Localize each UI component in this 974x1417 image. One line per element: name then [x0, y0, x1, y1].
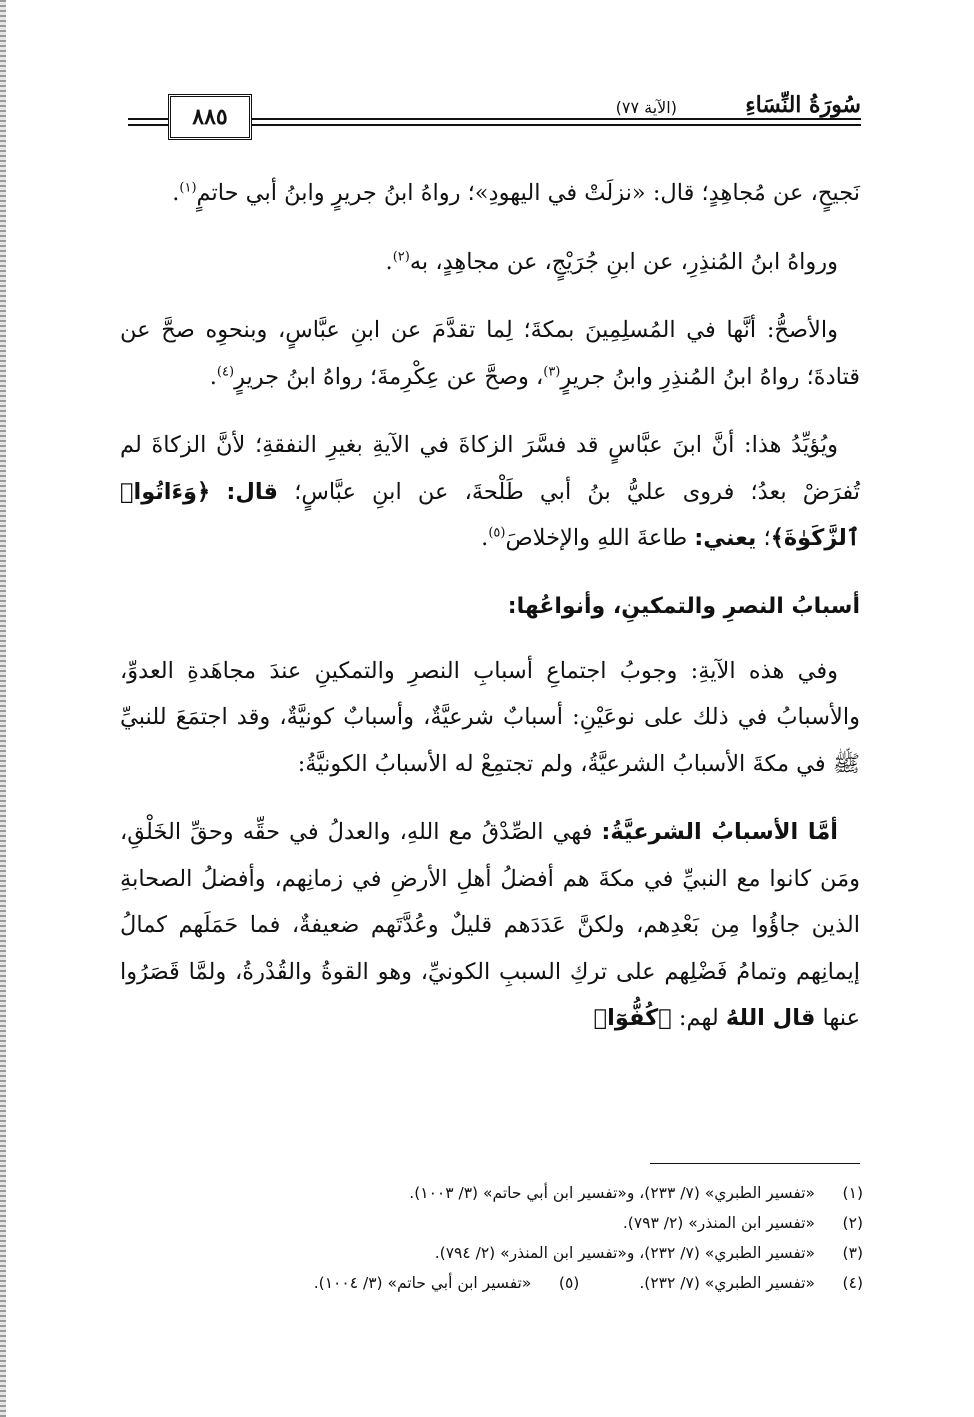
- footnote-5-text: «تفسير ابن أبي حاتم» (٣/ ١٠٠٤).: [313, 1274, 532, 1292]
- paragraph-1: نَجيحٍ، عن مُجاهِدٍ؛ قال: «نزلَتْ في اليهودِ»؛ رواهُ ابنُ جريرٍ وابنُ أبي حاتمٍ$^{(١)}$.: [172, 180, 860, 206]
- paragraph-3: والأصحُّ: أنَّها في المُسلِمِينَ بمكةَ؛ لِما تقدَّمَ عن ابنِ عبَّاسٍ، وبنحوِه صحَّ عن قتادةَ؛ رواهُ ابنُ المُنذِرِ وابنُ جريرٍ$^{(٣)}$، وصحَّ عن عِكْرِمةَ؛ رواهُ ابنُ جريرٍ$^{(٤)}$.: [120, 317, 860, 390]
- quran-verse-kuffu: ﴿كُفُّوٓا۟: [593, 1005, 672, 1031]
- footnotes: [110, 1178, 863, 1298]
- footnote-ref-3: (٣): [543, 364, 561, 379]
- footnote-5: [314, 1268, 580, 1298]
- footnote-3-text: «تفسير الطبري» (٧/ ٢٣٢)، و«تفسير ابن المنذر» (٢/ ٧٩٤).: [434, 1244, 815, 1262]
- scan-edge: [0, 0, 6, 1417]
- footnote-3-number: (٣): [842, 1244, 863, 1262]
- footnote-2-number: (٢): [842, 1214, 863, 1232]
- footnote-ref-2: (٢): [392, 249, 410, 264]
- paragraph-4-text-b: طاعةَ اللهِ والإخلاصَ: [505, 525, 688, 551]
- section-heading: أسبابُ النصرِ والتمكينِ، وأنواعُها:: [507, 593, 860, 619]
- paragraph-1-text: نَجيحٍ، عن مُجاهِدٍ؛ قال: «نزلَتْ في اليهودِ»؛ رواهُ ابنُ جريرٍ وابنُ أبي حاتمٍ: [196, 180, 860, 206]
- footnote-4: [639, 1268, 863, 1298]
- footnote-4-number: (٤): [842, 1274, 863, 1292]
- paragraph-6-text-b: لهم:: [678, 1005, 719, 1031]
- yani-bold: يعني:: [694, 525, 757, 551]
- footnote-divider: [650, 1163, 860, 1164]
- footnote-1-text: «تفسير الطبري» (٧/ ٢٣٣)، و«تفسير ابن أبي حاتم» (٣/ ١٠٠٣).: [409, 1184, 815, 1202]
- quran-verse-zakah: ﴿وَءَاتُوا۟ ٱلزَّكَوٰةَ﴾: [120, 478, 860, 551]
- paragraph-3-text-a: والأصحُّ: أنَّها في المُسلِمِينَ بمكةَ؛ لِما تقدَّمَ عن ابنِ عبَّاسٍ، وبنحوِه صحَّ عن قتادةَ؛ رواهُ ابنُ المُنذِرِ وابنُ جريرٍ: [120, 317, 860, 390]
- footnote-ref-1: (١): [179, 180, 197, 196]
- qala-allah-bold: قال اللهُ: [725, 1005, 816, 1031]
- qala-bold: قال:: [226, 478, 279, 505]
- footnote-row-4-5: [110, 1268, 863, 1298]
- footnote-2-text: «تفسير ابن المنذر» (٢/ ٧٩٣).: [622, 1214, 815, 1232]
- paragraph-4: ويُؤيِّدُ هذا: أنَّ ابنَ عبَّاسٍ قد فسَّرَ الزكاةَ في الآيةِ بغيرِ النفقةِ؛ لأنَّ الزكاةَ لم تُفرَضْ بعدُ؛ فروى عليُّ بنُ أبي طَلْحةَ، عن ابنِ عبَّاسٍ؛ قال: ﴿وَءَاتُوا۟ ٱلزَّكَوٰةَ﴾؛ يعني: طاعةَ اللهِ والإخلاصَ$^{(٥)}$.: [120, 432, 861, 551]
- footnote-ref-4: (٤): [216, 364, 235, 379]
- ayah-label: (الآية ٧٧): [610, 98, 683, 117]
- paragraph-2-text: ورواهُ ابنُ المُنذِرِ، عن ابنِ جُرَيْجٍ، عن مجاهِدٍ، به: [409, 248, 838, 275]
- footnote-4-text: «تفسير الطبري» (٧/ ٢٣٢).: [639, 1274, 815, 1292]
- page-header: [128, 92, 861, 142]
- footnote-2: [110, 1208, 863, 1238]
- paragraph-6: [120, 809, 860, 1042]
- footnote-ref-5: (٥): [488, 525, 506, 541]
- paragraph-2: ورواهُ ابنُ المُنذِرِ، عن ابنِ جُرَيْجٍ، عن مجاهِدٍ، به$^{(٢)}$.: [385, 248, 838, 275]
- paragraph-6-lead: أمَّا الأسبابُ الشرعيَّةُ:: [601, 819, 838, 845]
- footnote-1: [110, 1178, 863, 1208]
- paragraph-6-text-a: فهي الصِّدْقُ مع اللهِ، والعدلُ في حقِّه وحقِّ الخَلْقِ، ومَن كانوا مع النبيِّ في مكةَ هم أفضلُ أهلِ الأرضِ في زمانِهم، وأفضلُ الصحابةِ الذين جاؤُوا مِن بَعْدِهم، ولكنَّ عَدَدَهم قليلٌ وعُدَّتَهم ضعيفةٌ، فما حَمَلَهم كمالُ إيمانِهم وتمامُ فَضْلِهم على تركِ السببِ الكونيِّ، وهو القوةُ والقُدْرةُ، ولمَّا قَصَرُوا عنها: [120, 819, 860, 1031]
- footnote-5-number: (٥): [558, 1274, 580, 1292]
- paragraph-5: وفي هذه الآيةِ: وجوبُ اجتماعِ أسبابِ النصرِ والتمكينِ عندَ مجاهَدةِ العدوِّ، والأسبابُ في ذلك على نوعَيْنِ: أسبابٌ شرعيَّةٌ، وأسبابٌ كونيَّةٌ، وقد اجتمَعَ للنبيِّ ﷺ في مكةَ الأسبابُ الشرعيَّةُ، ولم تجتمِعْ له الأسبابُ الكونيَّةُ:: [120, 657, 860, 777]
- paragraph-3-text-b: ، وصحَّ عن عِكْرِمةَ؛ رواهُ ابنُ جريرٍ: [234, 363, 544, 390]
- footnote-3: [110, 1238, 863, 1268]
- main-text: [120, 170, 860, 1064]
- surah-title: سُورَةُ النِّسَاءِ: [737, 92, 861, 118]
- paragraph-4-text-a: ويُؤيِّدُ هذا: أنَّ ابنَ عبَّاسٍ قد فسَّرَ الزكاةَ في الآيةِ بغيرِ النفقةِ؛ لأنَّ الزكاةَ لم تُفرَضْ بعدُ؛ فروى عليُّ بنُ أبي طَلْحةَ، عن ابنِ عبَّاسٍ؛: [120, 432, 861, 505]
- footnote-1-number: (١): [842, 1184, 863, 1202]
- page-number: ٨٨٥: [168, 94, 252, 140]
